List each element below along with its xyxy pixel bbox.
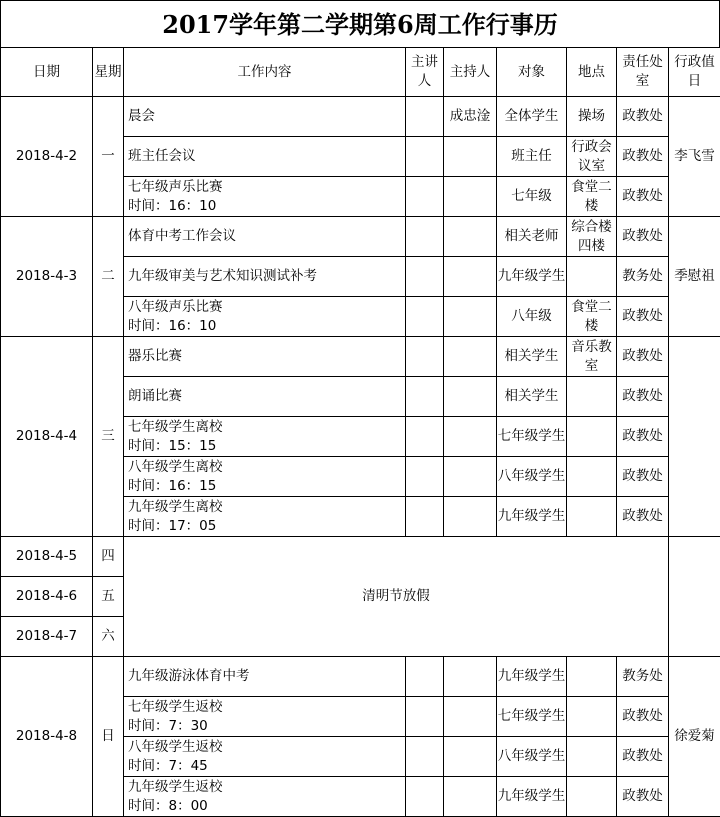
work-content	[124, 497, 406, 537]
work-content	[124, 777, 406, 817]
duty-cell	[669, 337, 720, 537]
location-cell: 音乐教室	[567, 337, 617, 377]
weekday-cell: 四	[93, 537, 124, 577]
work-time: 时间：16：10	[128, 317, 217, 334]
target-cell: 九年级学生	[497, 257, 567, 297]
office-cell: 政教处	[617, 377, 669, 417]
work-title: 八年级声乐比赛	[128, 298, 223, 315]
speaker-cell	[406, 737, 444, 777]
office-cell: 政教处	[617, 217, 669, 257]
target-cell: 相关老师	[497, 217, 567, 257]
work-content	[124, 137, 406, 177]
header-date: 日期	[1, 48, 93, 97]
office-cell: 政教处	[617, 777, 669, 817]
header-location: 地点	[567, 48, 617, 97]
work-content	[124, 257, 406, 297]
speaker-cell	[406, 697, 444, 737]
host-cell	[444, 137, 497, 177]
work-time: 时间：7：45	[128, 757, 208, 774]
work-title: 七年级学生离校	[128, 418, 223, 435]
office-cell: 政教处	[617, 737, 669, 777]
office-cell: 政教处	[617, 457, 669, 497]
work-title: 晨会	[128, 108, 155, 124]
location-cell	[567, 737, 617, 777]
host-cell	[444, 697, 497, 737]
location-cell: 食堂二楼	[567, 297, 617, 337]
work-title: 七年级学生返校	[128, 698, 223, 715]
header-host: 主持人	[444, 48, 497, 97]
page-title: 2017学年第二学期第6周工作行事历	[0, 0, 720, 47]
location-cell: 食堂二楼	[567, 177, 617, 217]
work-title: 体育中考工作会议	[128, 228, 236, 244]
location-cell: 操场	[567, 97, 617, 137]
work-content	[124, 177, 406, 217]
speaker-cell	[406, 257, 444, 297]
weekday-cell: 五	[93, 577, 124, 617]
host-cell	[444, 297, 497, 337]
speaker-cell	[406, 457, 444, 497]
host-cell	[444, 657, 497, 697]
office-cell: 政教处	[617, 297, 669, 337]
office-cell: 政教处	[617, 97, 669, 137]
work-content	[124, 737, 406, 777]
work-content	[124, 217, 406, 257]
table-row	[1, 97, 720, 137]
work-time: 时间：17：05	[128, 517, 217, 534]
speaker-cell	[406, 417, 444, 457]
work-content	[124, 657, 406, 697]
office-cell: 政教处	[617, 417, 669, 457]
speaker-cell	[406, 97, 444, 137]
date-cell: 2018-4-5	[1, 537, 93, 577]
location-cell: 行政会议室	[567, 137, 617, 177]
host-cell	[444, 177, 497, 217]
table-row	[1, 537, 720, 577]
host-cell	[444, 737, 497, 777]
office-cell: 政教处	[617, 137, 669, 177]
work-content	[124, 297, 406, 337]
target-cell: 相关学生	[497, 377, 567, 417]
work-time: 时间：16：15	[128, 477, 217, 494]
work-time: 时间：16：10	[128, 197, 217, 214]
work-time: 时间：8：00	[128, 797, 208, 814]
target-cell: 九年级学生	[497, 777, 567, 817]
work-title: 八年级学生离校	[128, 458, 223, 475]
host-cell	[444, 457, 497, 497]
speaker-cell	[406, 297, 444, 337]
date-cell: 2018-4-8	[1, 657, 93, 817]
header-office: 责任处室	[617, 48, 669, 97]
table-row	[1, 657, 720, 697]
work-title: 九年级游泳体育中考	[128, 668, 250, 684]
work-title: 八年级学生返校	[128, 738, 223, 755]
target-cell: 八年级	[497, 297, 567, 337]
target-cell: 八年级学生	[497, 737, 567, 777]
weekday-cell: 一	[93, 97, 124, 217]
weekday-cell: 二	[93, 217, 124, 337]
speaker-cell	[406, 497, 444, 537]
office-cell: 政教处	[617, 337, 669, 377]
weekday-cell: 三	[93, 337, 124, 537]
work-title: 九年级审美与艺术知识测试补考	[128, 268, 317, 284]
host-cell	[444, 777, 497, 817]
location-cell	[567, 777, 617, 817]
speaker-cell	[406, 337, 444, 377]
header-speaker: 主讲人	[406, 48, 444, 97]
work-content	[124, 697, 406, 737]
location-cell	[567, 697, 617, 737]
work-content	[124, 97, 406, 137]
target-cell: 七年级学生	[497, 417, 567, 457]
work-content	[124, 377, 406, 417]
host-cell	[444, 377, 497, 417]
speaker-cell	[406, 377, 444, 417]
header-target: 对象	[497, 48, 567, 97]
schedule-table	[0, 47, 720, 817]
work-title: 七年级声乐比赛	[128, 178, 223, 195]
duty-cell	[669, 537, 720, 657]
location-cell	[567, 497, 617, 537]
work-title: 朗诵比赛	[128, 388, 182, 404]
work-title: 九年级学生离校	[128, 498, 223, 515]
header-content: 工作内容	[124, 48, 406, 97]
target-cell: 九年级学生	[497, 497, 567, 537]
location-cell	[567, 257, 617, 297]
location-cell	[567, 657, 617, 697]
duty-cell: 李飞雪	[669, 97, 720, 217]
weekday-cell: 六	[93, 617, 124, 657]
header-duty: 行政值日	[669, 48, 720, 97]
location-cell: 综合楼四楼	[567, 217, 617, 257]
location-cell	[567, 377, 617, 417]
target-cell: 班主任	[497, 137, 567, 177]
target-cell: 八年级学生	[497, 457, 567, 497]
target-cell: 全体学生	[497, 97, 567, 137]
header-weekday: 星期	[93, 48, 124, 97]
work-title: 器乐比赛	[128, 348, 182, 364]
target-cell: 七年级学生	[497, 697, 567, 737]
work-content	[124, 417, 406, 457]
target-cell: 七年级	[497, 177, 567, 217]
office-cell: 政教处	[617, 697, 669, 737]
speaker-cell	[406, 657, 444, 697]
speaker-cell	[406, 777, 444, 817]
target-cell: 相关学生	[497, 337, 567, 377]
speaker-cell	[406, 217, 444, 257]
work-time: 时间：15：15	[128, 437, 217, 454]
office-cell: 政教处	[617, 177, 669, 217]
work-content	[124, 337, 406, 377]
host-cell	[444, 337, 497, 377]
date-cell: 2018-4-3	[1, 217, 93, 337]
work-title: 班主任会议	[128, 148, 196, 164]
table-row	[1, 217, 720, 257]
weekday-cell: 日	[93, 657, 124, 817]
table-row	[1, 337, 720, 377]
office-cell: 教务处	[617, 657, 669, 697]
holiday-label: 清明节放假	[124, 537, 669, 657]
date-cell: 2018-4-7	[1, 617, 93, 657]
location-cell	[567, 417, 617, 457]
target-cell: 九年级学生	[497, 657, 567, 697]
location-cell	[567, 457, 617, 497]
header-row	[1, 48, 720, 97]
office-cell: 教务处	[617, 257, 669, 297]
speaker-cell	[406, 137, 444, 177]
duty-cell: 徐爱菊	[669, 657, 720, 817]
work-title: 九年级学生返校	[128, 778, 223, 795]
duty-cell: 季慰祖	[669, 217, 720, 337]
work-content	[124, 457, 406, 497]
host-cell	[444, 257, 497, 297]
office-cell: 政教处	[617, 497, 669, 537]
host-cell	[444, 417, 497, 457]
date-cell: 2018-4-2	[1, 97, 93, 217]
speaker-cell	[406, 177, 444, 217]
host-cell	[444, 217, 497, 257]
host-cell	[444, 497, 497, 537]
host-cell: 成忠淦	[444, 97, 497, 137]
work-time: 时间：7：30	[128, 717, 208, 734]
date-cell: 2018-4-4	[1, 337, 93, 537]
date-cell: 2018-4-6	[1, 577, 93, 617]
